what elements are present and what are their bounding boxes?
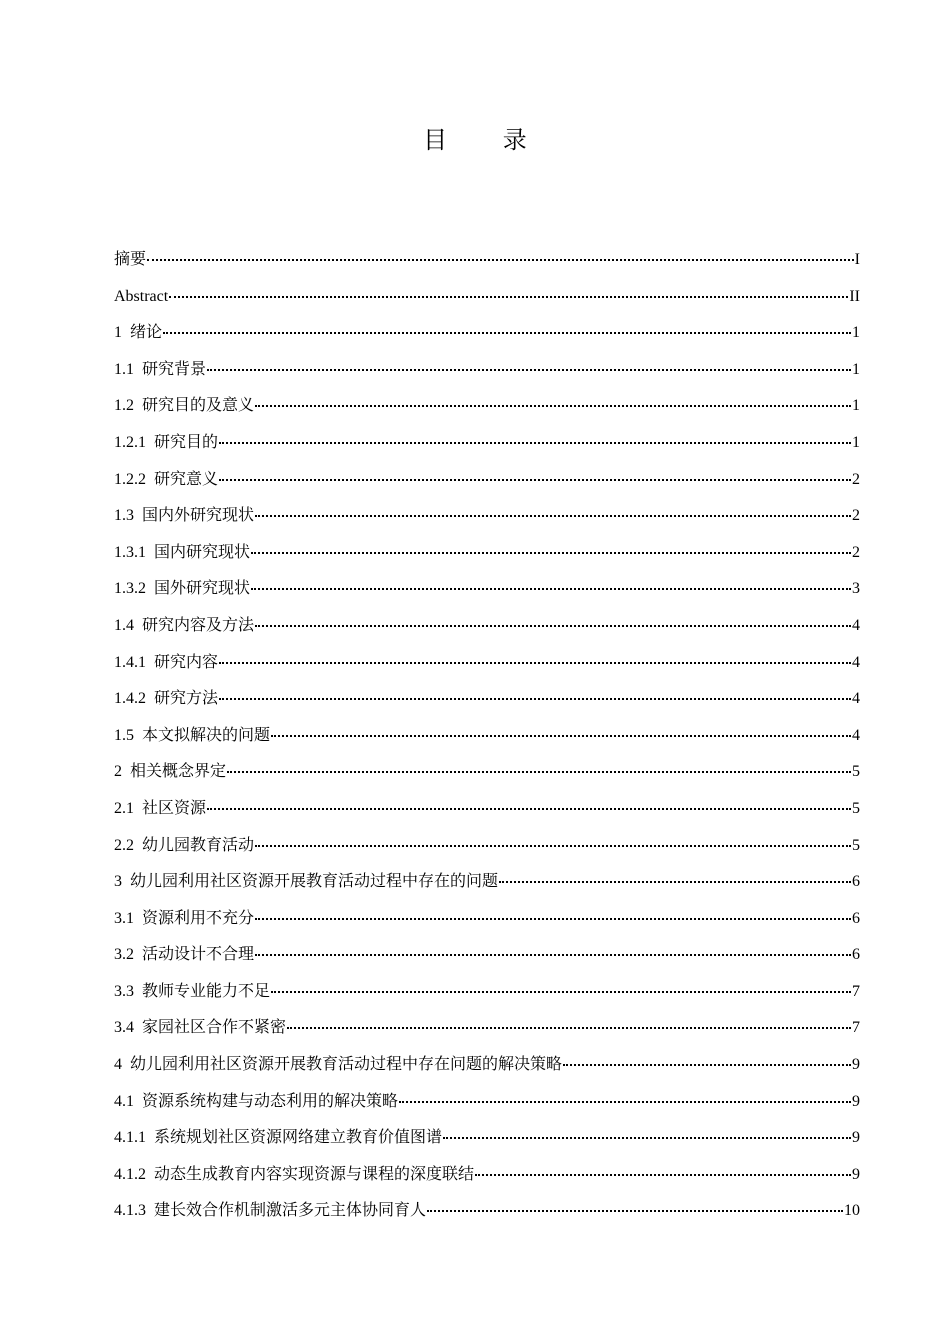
toc-entry[interactable] — [114, 1157, 860, 1194]
toc-entry-page: 9 — [852, 1092, 860, 1110]
toc-entry-text: 绪论 — [130, 324, 163, 342]
toc-entry-number: 1.3.2 — [114, 580, 146, 598]
toc-leader-dots — [219, 422, 851, 444]
toc-entry-number: 1.2.2 — [114, 470, 146, 488]
toc-entry-number: 1.3 — [114, 507, 134, 525]
toc-leader-dots — [207, 349, 851, 371]
toc-entry-label — [114, 247, 146, 273]
toc-entry-label — [114, 357, 206, 383]
toc-entry-text: 建长效合作机制激活多元主体协同育人 — [154, 1202, 427, 1220]
toc-entry-text: 国内研究现状 — [154, 543, 251, 561]
toc-leader-dots — [255, 898, 851, 920]
toc-entry[interactable] — [114, 1193, 860, 1230]
page-title: 目 录 — [423, 126, 551, 154]
toc-entry[interactable] — [114, 828, 860, 865]
toc-leader-dots — [207, 788, 851, 810]
toc-entry-label — [114, 686, 218, 712]
toc-leader-dots — [251, 568, 851, 590]
toc-leader-dots — [499, 861, 851, 883]
toc-entry-text: 国内外研究现状 — [142, 507, 255, 525]
toc-entry-label — [114, 650, 218, 676]
toc-entry[interactable] — [114, 1010, 860, 1047]
toc-entry-text: 研究方法 — [154, 690, 219, 708]
toc-entry-number: 1.4 — [114, 616, 134, 634]
toc-entry[interactable] — [114, 791, 860, 828]
toc-entry-text: 活动设计不合理 — [142, 946, 255, 964]
toc-entry-page: 4 — [852, 653, 860, 671]
toc-leader-dots — [251, 532, 851, 554]
toc-entry-number: 3.4 — [114, 1019, 134, 1037]
toc-entry-page: 2 — [852, 543, 860, 561]
toc-entry[interactable] — [114, 462, 860, 499]
toc-entry[interactable] — [114, 498, 860, 535]
toc-entry-text: 社区资源 — [142, 799, 207, 817]
toc-entry-label — [114, 393, 254, 419]
toc-entry-page: 2 — [852, 470, 860, 488]
toc-entry-text: 幼儿园教育活动 — [142, 836, 255, 854]
toc-leader-dots — [169, 276, 848, 298]
toc-entry-label — [114, 869, 498, 895]
toc-entry[interactable] — [114, 681, 860, 718]
toc-entry-number: 3 — [114, 873, 122, 891]
toc-entry-label — [114, 1162, 474, 1188]
toc-leader-dots — [563, 1044, 851, 1066]
toc-entry-text: 动态生成教育内容实现资源与课程的深度联结 — [154, 1165, 475, 1183]
toc-entry-page: 5 — [852, 836, 860, 854]
toc-entry-label — [114, 613, 254, 639]
toc-entry-text: 幼儿园利用社区资源开展教育活动过程中存在的问题 — [130, 873, 499, 891]
toc-entry-text: 资源系统构建与动态利用的解决策略 — [142, 1092, 399, 1110]
toc-leader-dots — [255, 934, 851, 956]
toc-entry[interactable] — [114, 425, 860, 462]
toc-entry-number: 4.1.1 — [114, 1129, 146, 1147]
toc-entry[interactable] — [114, 937, 860, 974]
toc-entry-number: 4.1.2 — [114, 1165, 146, 1183]
toc-entry-label — [114, 503, 254, 529]
toc-entry-text: 摘要 — [114, 251, 147, 268]
toc-entry[interactable] — [114, 388, 860, 425]
toc-entry[interactable] — [114, 571, 860, 608]
toc-entry-label — [114, 540, 250, 566]
toc-leader-dots — [271, 971, 851, 993]
toc-leader-dots — [255, 385, 851, 407]
toc-leader-dots — [427, 1190, 843, 1212]
toc-entry-text: 研究意义 — [154, 470, 219, 488]
toc-entry-label — [114, 1052, 562, 1078]
toc-leader-dots — [147, 239, 854, 261]
toc-entry-number: 2.2 — [114, 836, 134, 854]
toc-entry-page: I — [854, 251, 860, 268]
toc-entry-label — [114, 430, 218, 456]
toc-entry[interactable] — [114, 608, 860, 645]
toc-leader-dots — [475, 1154, 851, 1176]
toc-entry-text: 系统规划社区资源网络建立教育价值图谱 — [154, 1129, 443, 1147]
toc-entry-text: 研究目的及意义 — [142, 397, 255, 415]
toc-entry-page: 9 — [852, 1056, 860, 1074]
toc-entry-page: 6 — [852, 909, 860, 927]
toc-entry-page: II — [849, 287, 860, 305]
toc-entry[interactable] — [114, 352, 860, 389]
toc-entry[interactable] — [114, 974, 860, 1011]
toc-leader-dots — [287, 1007, 851, 1029]
toc-entry-text: 资源利用不充分 — [142, 909, 255, 927]
table-of-contents — [114, 242, 860, 1230]
toc-entry-page: 6 — [852, 946, 860, 964]
toc-entry-number: 1 — [114, 324, 122, 342]
toc-entry-label — [114, 576, 250, 602]
toc-entry-label — [114, 320, 162, 346]
toc-leader-dots — [443, 1117, 851, 1139]
toc-leader-dots — [227, 751, 851, 773]
toc-entry-page: 1 — [852, 433, 860, 451]
toc-entry[interactable] — [114, 535, 860, 572]
toc-entry[interactable] — [114, 279, 860, 316]
toc-entry-number: 4.1.3 — [114, 1202, 146, 1220]
toc-entry-text: 家园社区合作不紧密 — [142, 1019, 287, 1037]
toc-leader-dots — [255, 605, 851, 627]
toc-entry-label — [114, 1015, 286, 1041]
toc-entry[interactable] — [114, 754, 860, 791]
toc-entry-number: 1.4.1 — [114, 653, 146, 671]
toc-entry[interactable] — [114, 864, 860, 901]
toc-entry-number: 1.2 — [114, 397, 134, 415]
toc-entry-label — [114, 759, 226, 785]
toc-entry-text: 相关概念界定 — [130, 763, 227, 781]
toc-entry-label — [114, 796, 206, 822]
toc-entry-page: 3 — [852, 580, 860, 598]
toc-entry-page: 1 — [852, 397, 860, 415]
toc-entry-label — [114, 284, 168, 310]
toc-leader-dots — [255, 495, 851, 517]
toc-entry-number: 1.4.2 — [114, 690, 146, 708]
toc-entry-number: 1.5 — [114, 726, 134, 744]
toc-leader-dots — [271, 715, 851, 737]
toc-entry[interactable] — [114, 242, 860, 279]
toc-entry[interactable] — [114, 645, 860, 682]
toc-entry[interactable] — [114, 1120, 860, 1157]
toc-entry-number: 1.3.1 — [114, 543, 146, 561]
toc-entry[interactable] — [114, 718, 860, 755]
toc-leader-dots — [255, 825, 851, 847]
toc-entry-number: 2 — [114, 763, 122, 781]
toc-entry-text: 本文拟解决的问题 — [142, 726, 271, 744]
toc-entry-page: 1 — [852, 360, 860, 378]
toc-entry-number: 2.1 — [114, 799, 134, 817]
toc-entry-text: 研究内容 — [154, 653, 219, 671]
toc-entry-page: 9 — [852, 1165, 860, 1183]
toc-entry-label — [114, 906, 254, 932]
toc-entry-text: 研究背景 — [142, 360, 207, 378]
toc-entry-text: 研究内容及方法 — [142, 616, 255, 634]
toc-entry[interactable] — [114, 315, 860, 352]
toc-entry-page: 4 — [852, 616, 860, 634]
toc-entry-text: 国外研究现状 — [154, 580, 251, 598]
toc-entry-number: 3.2 — [114, 946, 134, 964]
toc-entry-label — [114, 1089, 398, 1115]
toc-leader-dots — [219, 642, 851, 664]
toc-entry-page: 4 — [852, 690, 860, 708]
toc-entry[interactable] — [114, 901, 860, 938]
toc-entry-text: 幼儿园利用社区资源开展教育活动过程中存在问题的解决策略 — [130, 1056, 563, 1074]
toc-leader-dots — [219, 678, 851, 700]
toc-entry-page: 9 — [852, 1129, 860, 1147]
toc-entry-text: 研究目的 — [154, 433, 219, 451]
toc-entry[interactable] — [114, 1047, 860, 1084]
toc-entry-label — [114, 1125, 442, 1151]
toc-leader-dots — [163, 312, 851, 334]
toc-leader-dots — [219, 459, 851, 481]
toc-entry-text: 教师专业能力不足 — [142, 982, 271, 1000]
toc-entry-label — [114, 979, 270, 1005]
toc-entry-page: 6 — [852, 873, 860, 891]
toc-entry-label — [114, 723, 270, 749]
toc-entry-page: 7 — [852, 1019, 860, 1037]
toc-entry[interactable] — [114, 1084, 860, 1121]
toc-entry-page: 2 — [852, 507, 860, 525]
toc-leader-dots — [399, 1081, 851, 1103]
toc-entry-page: 5 — [852, 763, 860, 781]
toc-entry-label — [114, 1198, 426, 1224]
toc-entry-label — [114, 467, 218, 493]
toc-entry-page: 4 — [852, 726, 860, 744]
toc-entry-page: 10 — [844, 1202, 860, 1220]
toc-entry-number: 3.1 — [114, 909, 134, 927]
toc-entry-number: 4.1 — [114, 1092, 134, 1110]
toc-entry-text: Abstract — [114, 287, 169, 305]
toc-entry-number: 3.3 — [114, 982, 134, 1000]
toc-entry-number: 1.1 — [114, 360, 134, 378]
toc-entry-page: 1 — [852, 324, 860, 342]
toc-entry-label — [114, 833, 254, 859]
toc-entry-page: 7 — [852, 982, 860, 1000]
toc-entry-label — [114, 942, 254, 968]
toc-entry-page: 5 — [852, 799, 860, 817]
toc-entry-number: 4 — [114, 1056, 122, 1074]
toc-entry-number: 1.2.1 — [114, 433, 146, 451]
